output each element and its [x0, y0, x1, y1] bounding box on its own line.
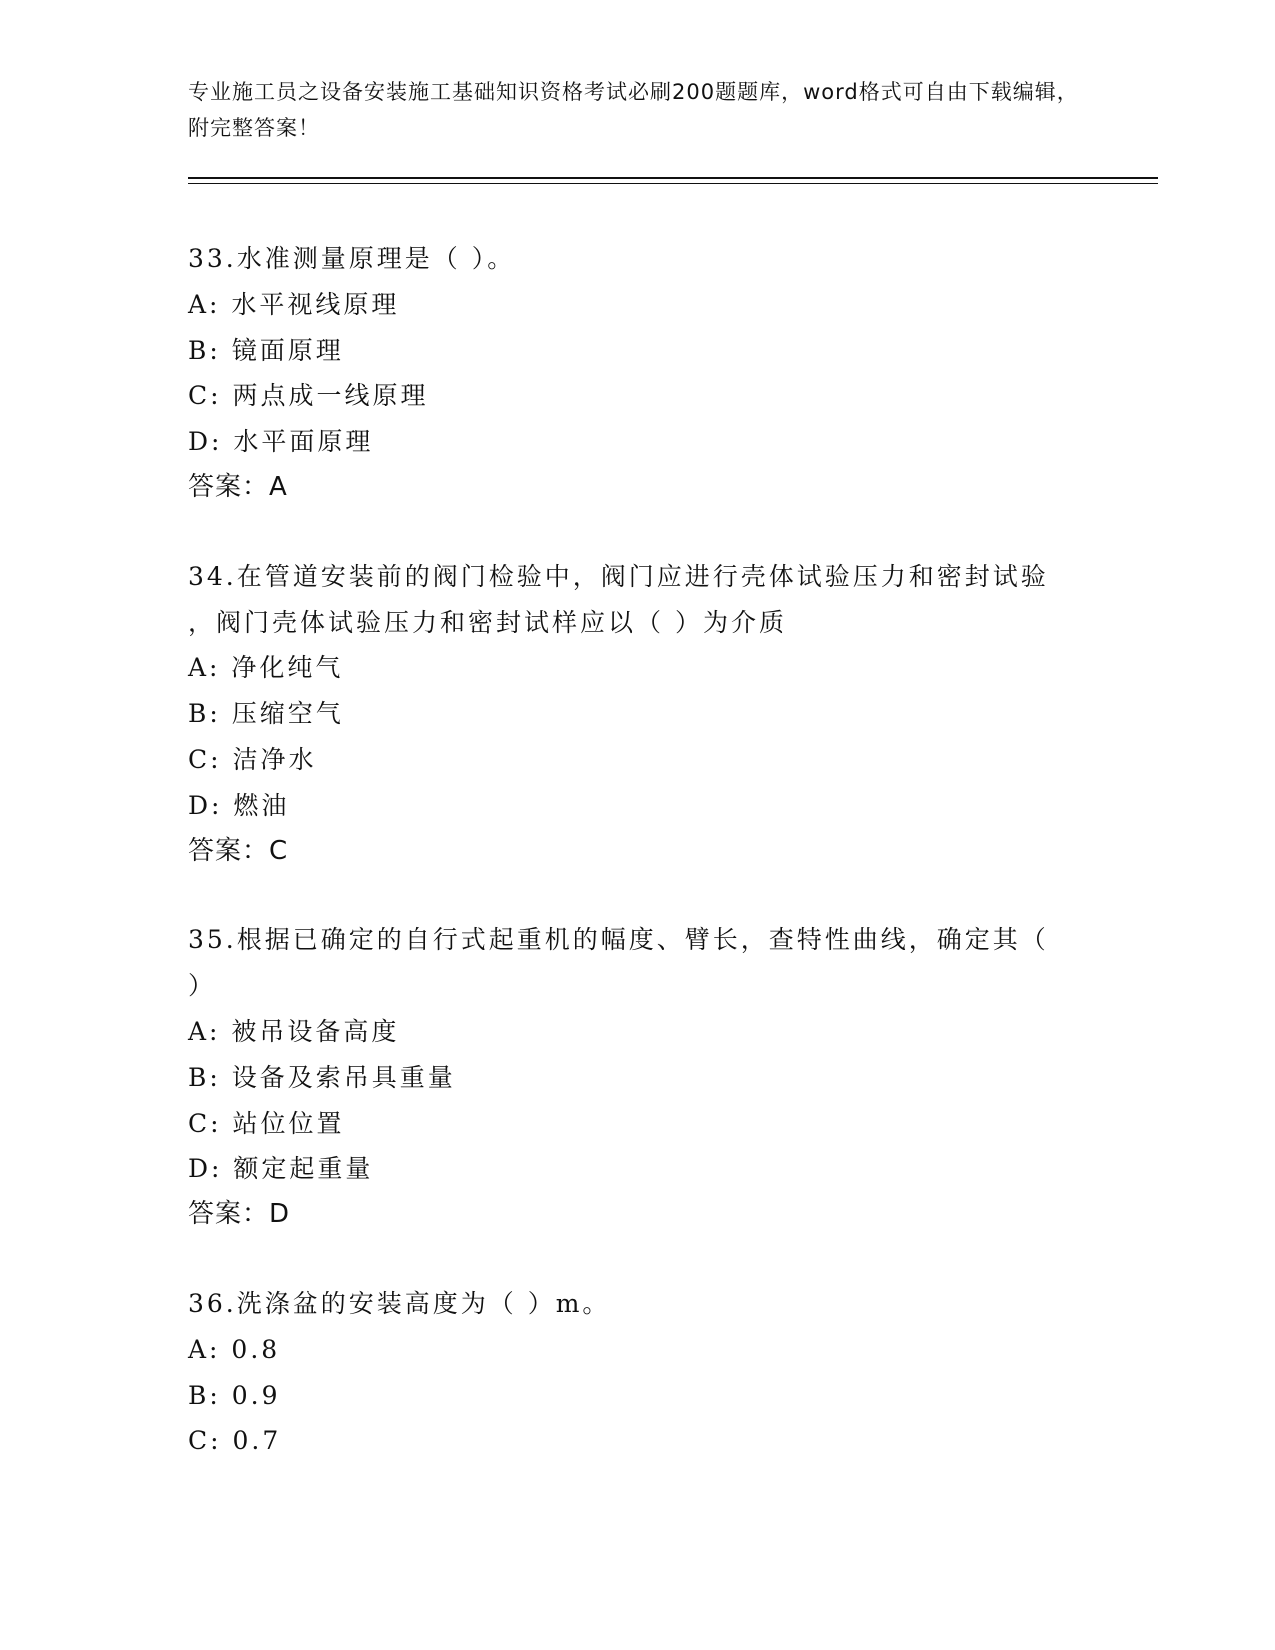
option-a: A: 被吊设备高度 [188, 1016, 400, 1046]
question-title: 33.水准测量原理是（ ）。 [188, 244, 516, 273]
document-header: 专业施工员之设备安装施工基础知识资格考试必刷200题题库，word格式可自由下载编辑，附完整答案！ [188, 80, 1079, 140]
question-35 [188, 917, 1088, 1238]
option-c: C: 洁净水 [188, 744, 317, 774]
question-title: 34.在管道安装前的阀门检验中，阀门应进行壳体试验压力和密封试验 [188, 561, 1049, 591]
option-d: D: 燃油 [188, 790, 290, 820]
header-rule-thin [188, 183, 1158, 184]
option-b: B: 镜面原理 [188, 335, 344, 365]
question-title-continued: ，阀门壳体试验压力和密封试样应以（ ）为介质 [188, 607, 787, 637]
question-33 [188, 236, 1088, 511]
question-title: 36.洗涤盆的安装高度为（ ）m。 [188, 1288, 611, 1318]
option-b: B: 压缩空气 [188, 699, 344, 729]
question-34 [188, 554, 1088, 875]
option-d: D: 额定起重量 [188, 1154, 374, 1184]
question-title: 35.根据已确定的自行式起重机的幅度、臂长，查特性曲线，确定其（ [188, 925, 1049, 955]
option-a: A: 净化纯气 [188, 653, 344, 683]
option-a: A: 0.8 [188, 1334, 281, 1364]
question-36 [188, 1281, 1088, 1464]
question-list [188, 236, 1088, 1507]
option-a: A: 水平视线原理 [188, 289, 400, 319]
option-b: B: 0.9 [188, 1380, 281, 1410]
option-d: D: 水平面原理 [188, 427, 374, 457]
option-c: C: 站位位置 [188, 1108, 345, 1138]
answer: 答案：D [188, 1199, 291, 1230]
header-rule [188, 177, 1158, 179]
answer: 答案：A [188, 471, 288, 502]
option-c: C: 两点成一线原理 [188, 381, 429, 411]
option-c: C: 0.7 [188, 1426, 282, 1456]
answer: 答案：C [188, 835, 289, 866]
option-b: B: 设备及索吊具重量 [188, 1062, 456, 1092]
question-title-continued: ） [188, 971, 217, 1001]
